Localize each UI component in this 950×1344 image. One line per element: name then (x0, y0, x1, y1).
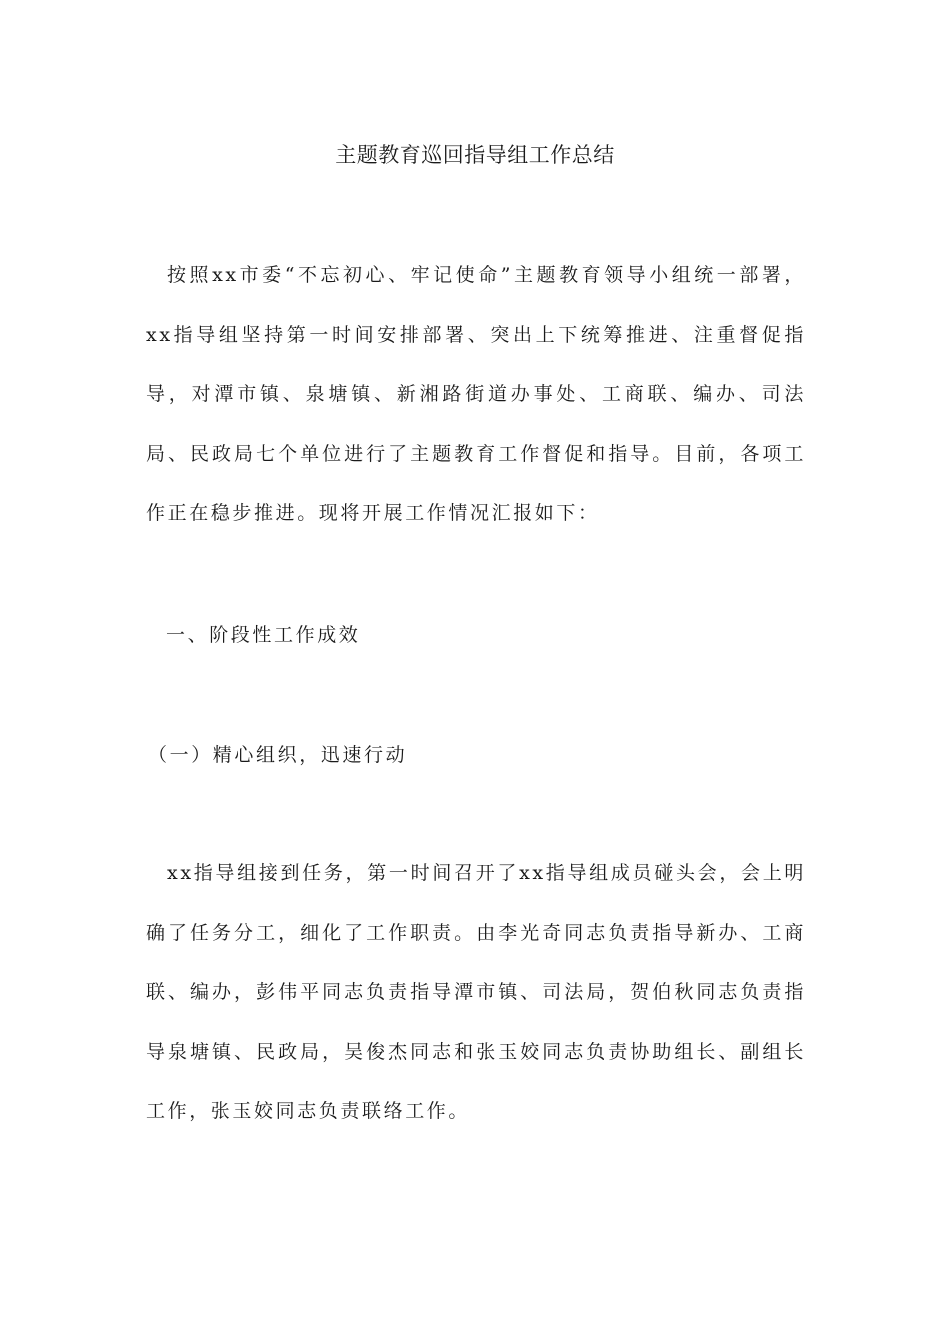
intro-paragraph: 按照xx市委“不忘初心、牢记使命”主题教育领导小组统一部署，xx指导组坚持第一时间安排部署、突出上下统筹推进、注重督促指导，对潭市镇、泉塘镇、新湘路街道办事处、工商联、编办、司法局、民政局七个单位进行了主题教育工作督促和指导。目前，各项工作正在稳步推进。现将开展工作情况汇报如下： (146, 264, 806, 524)
section-heading: 一、阶段性工作成效 (166, 624, 361, 646)
body-paragraph: xx指导组接到任务，第一时间召开了xx指导组成员碰头会，会上明确了任务分工，细化了工作职责。由李光奇同志负责指导新办、工商联、编办，彭伟平同志负责指导潭市镇、司法局，贺伯秋同志负责指导泉塘镇、民政局，吴俊杰同志和张玉姣同志负责协助组长、副组长工作，张玉姣同志负责联络工作。 (146, 862, 806, 1122)
subsection-heading: （一）精心组织，迅速行动 (148, 744, 408, 766)
document-title: 主题教育巡回指导组工作总结 (335, 143, 615, 167)
